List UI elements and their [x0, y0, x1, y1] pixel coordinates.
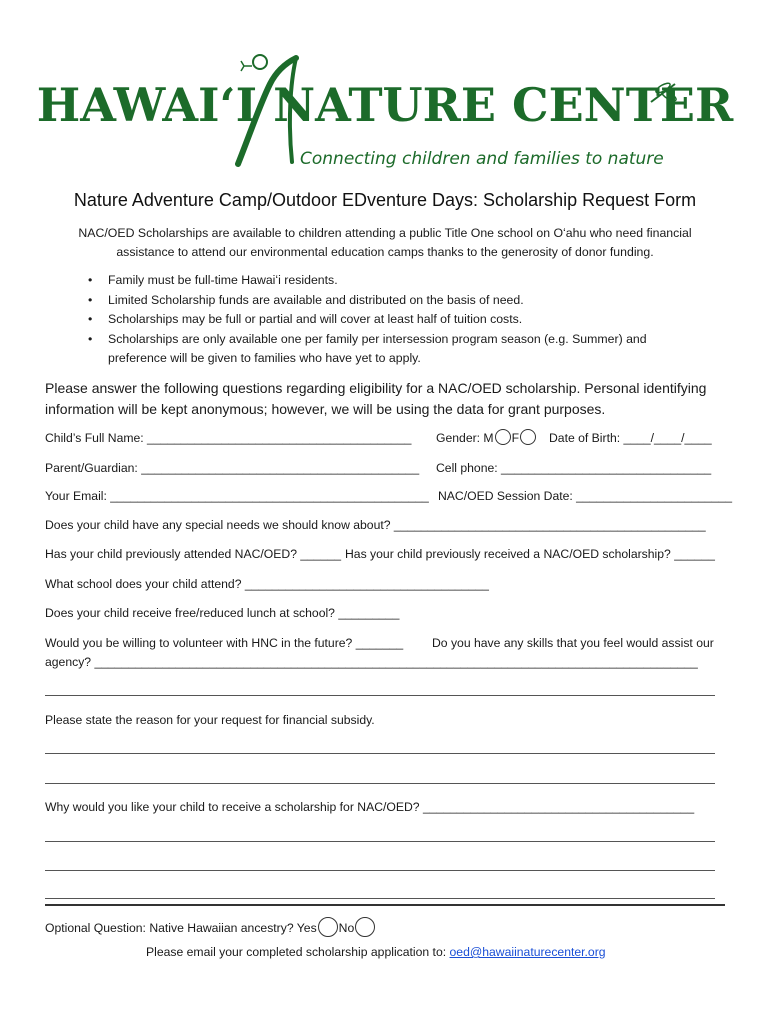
why-field[interactable]: Why would you like your child to receive a scholarship for NAC/OED? ________________________________________: [45, 800, 695, 814]
ancestry-question: [45, 917, 376, 937]
gender-label: Gender: M: [436, 431, 494, 445]
agency-field[interactable]: agency? _________________________________________________________________________________________: [45, 655, 698, 669]
ancestry-no-label: No: [338, 921, 355, 935]
reason-prompt: Please state the reason for your request for financial subsidy.: [45, 713, 375, 727]
cell-phone-field[interactable]: Cell phone: _______________________________: [436, 461, 712, 475]
footer-text: [146, 943, 606, 961]
volunteer-field[interactable]: Would you be willing to volunteer with HNC in the future? _______: [45, 636, 404, 650]
session-date-field[interactable]: NAC/OED Session Date: _______________________: [438, 489, 733, 503]
ancestry-yes-radio[interactable]: [318, 917, 338, 937]
intro-text: NAC/OED Scholarships are available to children attending a public Title One school on Oʻahu who need financial assistance to attend our environmental education camps thanks to the generosity of donor funding.: [78, 226, 692, 259]
snail-icon: [253, 55, 267, 69]
list-item: • Family must be full-time Hawaiʻi residents.: [88, 271, 688, 291]
logo-text: HAWAIʻI NATURE CENTER: [36, 78, 734, 132]
divider: [45, 904, 725, 906]
eligibility-list: [88, 271, 688, 369]
special-needs-field[interactable]: Does your child have any special needs we should know about? ______________________________________________: [45, 518, 706, 532]
school-field[interactable]: What school does your child attend? ____________________________________: [45, 577, 489, 591]
email-field[interactable]: Your Email: _______________________________________________: [45, 489, 429, 503]
email-prompt: Please email your completed scholarship application to:: [146, 945, 447, 959]
answer-line[interactable]: [45, 783, 715, 784]
received-field[interactable]: Has your child previously received a NAC/OED scholarship? ______: [345, 547, 715, 561]
answer-line[interactable]: [45, 753, 715, 754]
answer-line[interactable]: [45, 695, 715, 696]
logo-tagline: Connecting children and families to nature: [300, 149, 664, 169]
list-item: • Scholarships are only available one per family per intersession program season (e.g. Summer) and preference will be given to families who have yet to apply.: [88, 330, 688, 369]
skills-question: Do you have any skills that you feel would assist our: [432, 636, 714, 650]
gender-field: [436, 429, 537, 447]
parent-field[interactable]: Parent/Guardian: _________________________________________: [45, 461, 420, 475]
gender-f-radio[interactable]: [520, 429, 536, 445]
answer-line[interactable]: [45, 898, 715, 899]
attended-field[interactable]: Has your child previously attended NAC/OED? ______: [45, 547, 342, 561]
answer-line[interactable]: [45, 870, 715, 871]
contact-email-link[interactable]: oed@hawaiinaturecenter.org: [449, 945, 606, 959]
instructions-text: Please answer the following questions regarding eligibility for a NAC/OED scholarship. Personal identifying information will be kept anonymous; however, we will be using the data for grant purposes.: [45, 380, 707, 417]
dob-field[interactable]: Date of Birth: ____/____/____: [549, 431, 712, 445]
child-name-field[interactable]: Child’s Full Name: _______________________________________: [45, 431, 412, 445]
ancestry-label: Optional Question: Native Hawaiian ancestry? Yes: [45, 921, 317, 935]
gender-m-radio[interactable]: [495, 429, 511, 445]
list-item: • Scholarships may be full or partial and will cover at least half of tuition costs.: [88, 310, 688, 330]
answer-line[interactable]: [45, 841, 715, 842]
list-item: • Limited Scholarship funds are available and distributed on the basis of need.: [88, 291, 688, 311]
page-title: Nature Adventure Camp/Outdoor EDventure Days: Scholarship Request Form: [73, 190, 697, 210]
lunch-field[interactable]: Does your child receive free/reduced lunch at school? _________: [45, 606, 400, 620]
ancestry-no-radio[interactable]: [355, 917, 375, 937]
gender-f-label: F: [511, 431, 520, 445]
